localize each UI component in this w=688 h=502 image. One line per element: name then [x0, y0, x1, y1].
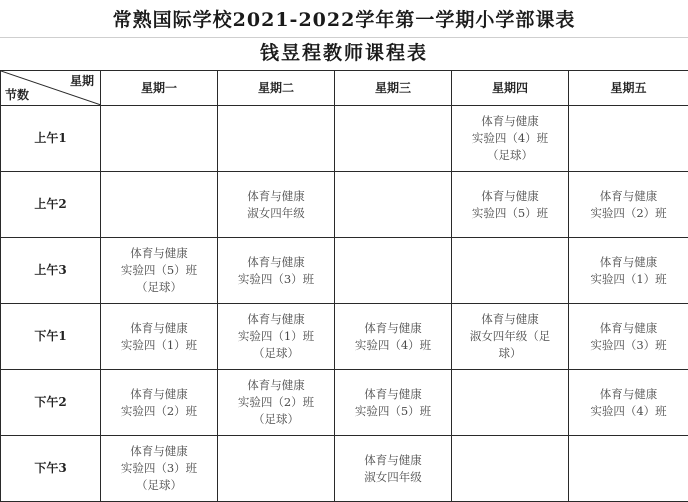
class-cell-text: 实验四（4）班	[590, 403, 667, 418]
class-cell-text: 体育与健康	[130, 320, 188, 335]
period-label: 下午3	[1, 436, 101, 502]
class-cell-fri	[569, 304, 688, 370]
class-cell-wed	[335, 436, 452, 502]
class-cell-tue	[218, 370, 335, 436]
class-cell-fri	[569, 106, 688, 172]
period-label: 上午2	[1, 172, 101, 238]
class-cell-text: 实验四（5）班	[354, 403, 432, 418]
class-cell-text: 体育与健康	[130, 386, 188, 401]
class-cell-text: 体育与健康	[364, 452, 422, 467]
period-label: 下午2	[1, 370, 101, 436]
class-cell-text: 淑女四年级（足	[469, 329, 551, 343]
day-header-wed: 星期三	[335, 71, 452, 106]
class-cell-text: （足球）	[136, 280, 182, 294]
class-cell-tue	[218, 106, 335, 172]
class-cell-wed	[335, 172, 452, 238]
class-cell-text: 体育与健康	[247, 254, 305, 269]
class-cell-text: 体育与健康	[599, 386, 658, 401]
class-cell-mon	[101, 238, 218, 304]
period-row	[1, 370, 688, 436]
class-cell-text: 实验四（4）班	[471, 131, 549, 145]
class-cell-text: 实验四（1）班	[590, 271, 667, 286]
class-cell-thu	[452, 238, 569, 304]
class-cell-text: 淑女四年级	[364, 469, 422, 484]
class-cell-text: 实验四（2）班	[120, 403, 198, 418]
class-cell-text: 实验四（3）班	[120, 461, 198, 475]
class-cell-thu	[452, 106, 569, 172]
day-header-fri: 星期五	[569, 71, 688, 106]
class-cell-wed	[335, 304, 452, 370]
class-cell-text: （足球）	[253, 346, 299, 360]
class-cell-mon	[101, 106, 218, 172]
class-cell-tue	[218, 436, 335, 502]
class-cell-text: 淑女四年级	[247, 205, 305, 220]
class-cell-mon	[101, 370, 218, 436]
class-cell-text: 实验四（3）班	[590, 337, 667, 352]
class-cell-text: 体育与健康	[130, 444, 188, 458]
class-cell-text: 实验四（2）班	[237, 395, 315, 409]
teacher-name-title: 钱昱程教师课程表	[259, 42, 428, 64]
class-cell-text: 体育与健康	[130, 246, 188, 260]
class-cell-thu	[452, 436, 569, 502]
class-cell-fri	[569, 436, 688, 502]
period-row	[1, 106, 688, 172]
class-cell-text: 球）	[498, 346, 522, 360]
class-cell-tue	[218, 304, 335, 370]
class-cell-mon	[101, 436, 218, 502]
day-header-thu: 星期四	[452, 71, 569, 106]
class-cell-text: 体育与健康	[247, 378, 305, 392]
class-cell-text: 实验四（3）班	[237, 271, 315, 286]
class-cell-mon	[101, 172, 218, 238]
period-row	[1, 304, 688, 370]
class-cell-thu	[452, 370, 569, 436]
class-cell-thu	[452, 304, 569, 370]
class-cell-thu	[452, 172, 569, 238]
class-cell-fri	[569, 172, 688, 238]
corner-label-period: 节数	[5, 88, 30, 102]
period-label: 下午1	[1, 304, 101, 370]
class-cell-wed	[335, 238, 452, 304]
timetable	[0, 70, 688, 502]
day-header-tue: 星期二	[218, 71, 335, 106]
class-cell-text: 实验四（5）班	[120, 263, 198, 277]
class-cell-text: 实验四（2）班	[590, 205, 667, 220]
class-cell-text: （足球）	[136, 478, 182, 492]
class-cell-tue	[218, 172, 335, 238]
class-cell-text: 体育与健康	[247, 312, 305, 326]
corner-cell	[1, 71, 101, 106]
period-row	[1, 172, 688, 238]
class-cell-wed	[335, 106, 452, 172]
period-row	[1, 238, 688, 304]
class-cell-text: 体育与健康	[481, 114, 539, 128]
class-cell-text: 体育与健康	[599, 320, 658, 335]
class-cell-mon	[101, 304, 218, 370]
header-row	[1, 71, 688, 106]
class-cell-text: 体育与健康	[364, 320, 422, 335]
class-cell-wed	[335, 370, 452, 436]
class-cell-tue	[218, 238, 335, 304]
class-cell-text: 体育与健康	[599, 254, 658, 269]
class-cell-text: 体育与健康	[481, 188, 539, 203]
day-header-mon: 星期一	[101, 71, 218, 106]
period-label: 上午3	[1, 238, 101, 304]
period-row	[1, 436, 688, 502]
class-cell-text: 体育与健康	[599, 188, 658, 203]
class-cell-text: 实验四（5）班	[471, 205, 549, 220]
corner-label-day: 星期	[69, 74, 94, 88]
class-cell-fri	[569, 238, 688, 304]
class-cell-text: （足球）	[487, 148, 533, 162]
class-cell-text: 体育与健康	[481, 312, 539, 326]
class-cell-fri	[569, 370, 688, 436]
class-cell-text: （足球）	[253, 412, 299, 426]
class-cell-text: 实验四（4）班	[354, 337, 432, 352]
schedule-title: 常熟国际学校2021-2022学年第一学期小学部课表	[112, 9, 576, 31]
class-cell-text: 体育与健康	[364, 386, 422, 401]
class-cell-text: 实验四（1）班	[120, 337, 198, 352]
class-cell-text: 实验四（1）班	[237, 329, 315, 343]
class-cell-text: 体育与健康	[247, 188, 305, 203]
period-label: 上午1	[1, 106, 101, 172]
